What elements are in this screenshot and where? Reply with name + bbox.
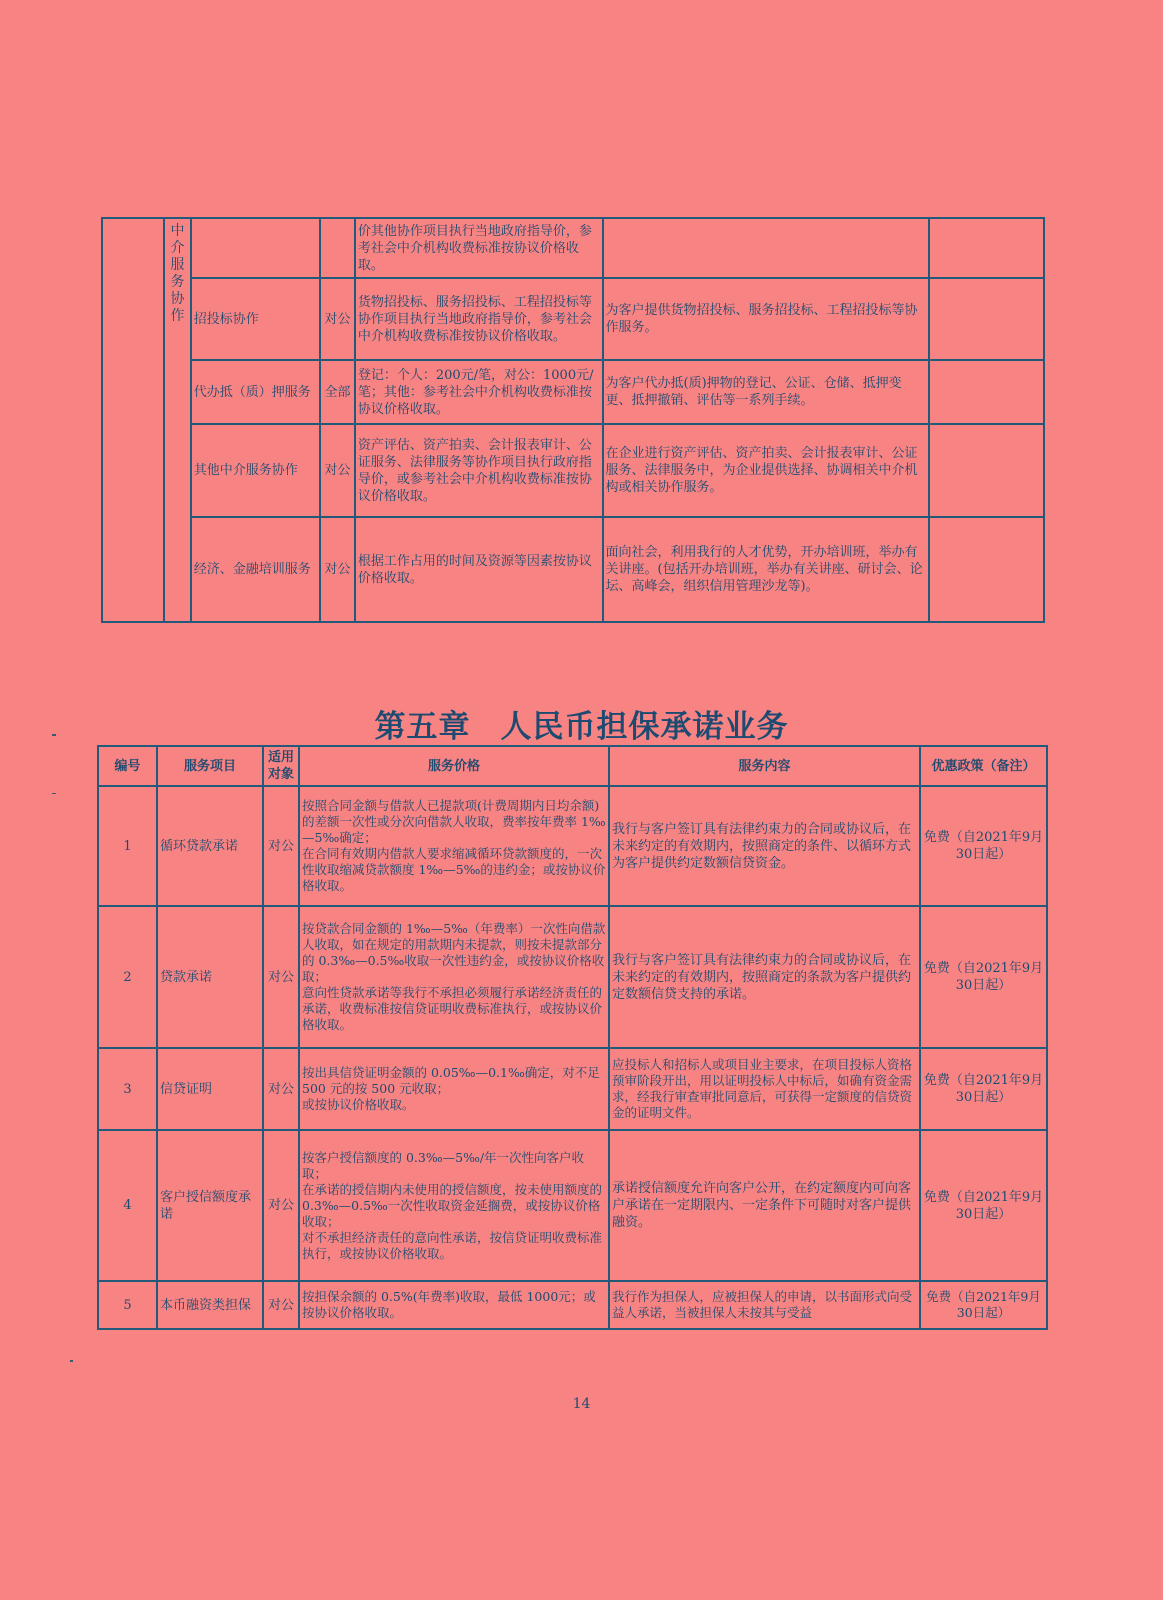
no-cell: 5 [98, 1281, 157, 1329]
header-note: 优惠政策（备注） [920, 746, 1047, 786]
note-cell [929, 218, 1044, 278]
content-cell: 我行与客户签订具有法律约束力的合同或协议后，在未来约定的有效期内，按照商定的条件、以循环方式为客户提供约定数额信贷资金。 [609, 786, 920, 906]
content-cell: 为客户提供货物招投标、服务招投标、工程招投标等协作服务。 [603, 278, 929, 360]
target-cell: 对公 [320, 517, 355, 622]
header-target: 适用对象 [263, 746, 299, 786]
note-cell: 免费（自2021年9月30日起） [920, 1281, 1047, 1329]
target-cell: 对公 [320, 278, 355, 360]
content-cell: 我行与客户签订具有法律约束力的合同或协议后，在未来约定的有效期内，按照商定的条款为客户提供约定数额信贷支持的承诺。 [609, 906, 920, 1048]
blank-cell [102, 218, 164, 622]
target-cell: 对公 [263, 1281, 299, 1329]
category-label: 中介服务协作 [170, 223, 185, 324]
item-cell: 代办抵（质）押服务 [191, 360, 320, 424]
price-cell: 根据工作占用的时间及资源等因素按协议价格收取。 [355, 517, 603, 622]
note-cell [929, 517, 1044, 622]
no-cell: 3 [98, 1048, 157, 1130]
table-row [98, 1281, 1047, 1329]
target-cell: 对公 [263, 786, 299, 906]
target-cell: 全部 [320, 360, 355, 424]
header-row [98, 746, 1047, 786]
target-cell: 对公 [320, 424, 355, 517]
table-row [102, 218, 1044, 278]
header-item: 服务项目 [157, 746, 263, 786]
guarantee-fee-table [97, 745, 1048, 1330]
price-cell: 按客户授信额度的 0.3‰—5‰/年一次性向客户收取； 在承诺的授信期内未使用的授信额度，按未使用额度的 0.3‰—0.5‰一次性收取资金延搁费，或按协议价格收取； 对不承担经济责任的意向性承诺，按信贷证明收费标准执行，或按协议价格收取。 [299, 1130, 609, 1281]
target-cell: 对公 [263, 1048, 299, 1130]
table-row [98, 1048, 1047, 1130]
note-cell: 免费（自2021年9月30日起） [920, 786, 1047, 906]
note-cell: 免费（自2021年9月30日起） [920, 1048, 1047, 1130]
table-row [102, 424, 1044, 517]
target-cell [320, 218, 355, 278]
header-no: 编号 [98, 746, 157, 786]
item-cell: 招投标协作 [191, 278, 320, 360]
price-cell: 按贷款合同金额的 1‰—5‰（年费率）一次性向借款人收取，如在规定的用款期内未提款，则按未提款部分的 0.3‰—0.5‰收取一次性违约金，或按协议价格收取； 意向性贷款承诺等我行不承担必须履行承诺经济责任的承诺，收费标准按信贷证明收费标准执行，或按协议价格收取。 [299, 906, 609, 1048]
item-cell: 经济、金融培训服务 [191, 517, 320, 622]
margin-mark [70, 1360, 73, 1362]
item-cell: 贷款承诺 [157, 906, 263, 1048]
table-row [98, 906, 1047, 1048]
header-price: 服务价格 [299, 746, 609, 786]
table-row [102, 360, 1044, 424]
price-cell: 货物招投标、服务招投标、工程招投标等协作项目执行当地政府指导价，参考社会中介机构收费标准按协议价格收取。 [355, 278, 603, 360]
note-cell [929, 278, 1044, 360]
item-cell: 其他中介服务协作 [191, 424, 320, 517]
price-cell: 价其他协作项目执行当地政府指导价，参考社会中介机构收费标准按协议价格收取。 [355, 218, 603, 278]
note-cell [929, 360, 1044, 424]
content-cell: 面向社会，利用我行的人才优势，开办培训班，举办有关讲座。(包括开办培训班，举办有关讲座、研讨会、论坛、高峰会，组织信用管理沙龙等)。 [603, 517, 929, 622]
item-cell: 循环贷款承诺 [157, 786, 263, 906]
content-cell [603, 218, 929, 278]
note-cell: 免费（自2021年9月30日起） [920, 1130, 1047, 1281]
header-content: 服务内容 [609, 746, 920, 786]
table-row [98, 786, 1047, 906]
note-cell: 免费（自2021年9月30日起） [920, 906, 1047, 1048]
chapter-name: 人民币担保承诺业务 [500, 709, 789, 745]
no-cell: 2 [98, 906, 157, 1048]
item-cell: 客户授信额度承诺 [157, 1130, 263, 1281]
content-cell: 承诺授信额度允许向客户公开，在约定额度内可向客户承诺在一定期限内、一定条件下可随时对客户提供融资。 [609, 1130, 920, 1281]
item-cell: 本币融资类担保 [157, 1281, 263, 1329]
price-cell: 按出具信贷证明金额的 0.05‰—0.1‰确定，对不足 500 元的按 500 元收取； 或按协议价格收取。 [299, 1048, 609, 1130]
price-cell: 登记：个人：200元/笔，对公：1000元/笔；其他：参考社会中介机构收费标准按协议价格收取。 [355, 360, 603, 424]
item-cell: 信贷证明 [157, 1048, 263, 1130]
content-cell: 在企业进行资产评估、资产拍卖、会计报表审计、公证服务、法律服务中，为企业提供选择、协调相关中介机构或相关协作服务。 [603, 424, 929, 517]
price-cell: 按担保余额的 0.5%(年费率)收取，最低 1000元；或按协议价格收取。 [299, 1281, 609, 1329]
item-cell [191, 218, 320, 278]
table-row [102, 517, 1044, 622]
no-cell: 4 [98, 1130, 157, 1281]
note-cell [929, 424, 1044, 517]
page-number: 14 [572, 1396, 591, 1412]
category-cell [164, 218, 191, 622]
no-cell: 1 [98, 786, 157, 906]
content-cell: 应投标人和招标人或项目业主要求，在项目投标人资格预审阶段开出，用以证明投标人中标后，如确有资金需求，经我行审查审批同意后，可获得一定额度的信贷资金的证明文件。 [609, 1048, 920, 1130]
target-cell: 对公 [263, 1130, 299, 1281]
top-fee-table [101, 217, 1045, 623]
chapter-title [0, 701, 1163, 746]
content-cell: 为客户代办抵(质)押物的登记、公证、仓储、抵押变更、抵押撤销、评估等一系列手续。 [603, 360, 929, 424]
price-cell: 资产评估、资产拍卖、会计报表审计、公证服务、法律服务等协作项目执行政府指导价，或参考社会中介机构收费标准按协议价格收取。 [355, 424, 603, 517]
table-row [98, 1130, 1047, 1281]
target-cell: 对公 [263, 906, 299, 1048]
chapter-number: 第五章 [374, 709, 471, 745]
content-cell: 我行作为担保人，应被担保人的申请，以书面形式向受益人承诺，当被担保人未按其与受益 [609, 1281, 920, 1329]
margin-mark [52, 793, 56, 794]
table-row [102, 278, 1044, 360]
price-cell: 按照合同金额与借款人已提款项(计费周期内日均余额)的差额一次性或分次向借款人收取，费率按年费率 1‰—5‰确定； 在合同有效期内借款人要求缩减循环贷款额度的，一次性收取缩减贷款额度 1‰—5‰的违约金；或按协议价格收取。 [299, 786, 609, 906]
